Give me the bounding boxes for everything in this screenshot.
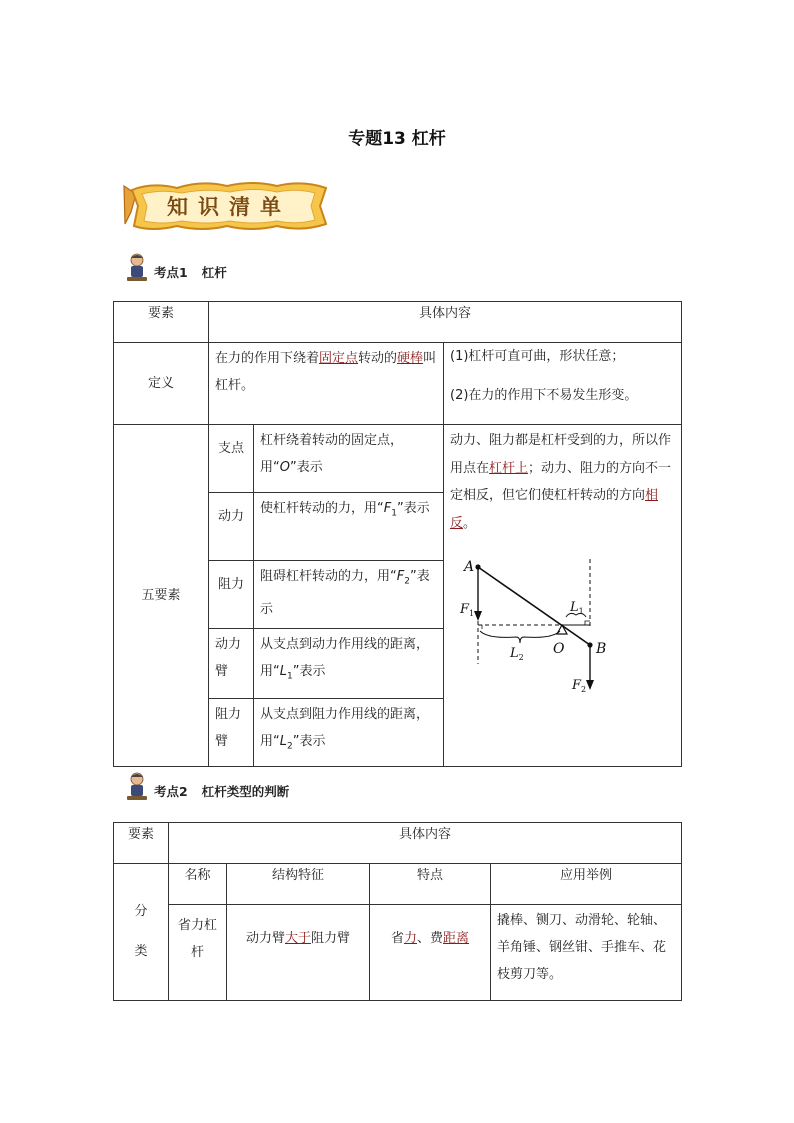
col-feature: 特点	[370, 864, 491, 905]
row-feature: 省力、费距离	[370, 905, 491, 1001]
five-elements-note: 动力、阻力都是杠杆受到的力，所以作用点在杠杆上；动力、阻力的方向不一定相反，但它们使杠杆转动的方向相反。	[450, 433, 672, 531]
knowledge-banner	[122, 180, 332, 238]
label-F2: $F_2$	[572, 678, 587, 694]
element-name-effort: 动力	[209, 493, 254, 561]
row-name: 省力杠杆	[169, 905, 227, 1001]
element-name-resistance: 阻力	[209, 561, 254, 629]
kp1-heading	[126, 253, 227, 283]
kp1-name: 杠杆	[201, 265, 227, 280]
element-desc-fulcrum: 杠杆绕着转动的固定点，用“O”表示	[254, 425, 444, 493]
definition-note-1: (1)杠杆可直可曲，形状任意；	[450, 349, 625, 364]
teacher-icon	[126, 772, 148, 802]
label-B: B	[596, 641, 607, 657]
five-elements-label: 五要素	[114, 425, 209, 767]
teacher-icon	[126, 253, 148, 283]
col-structure: 结构特征	[227, 864, 370, 905]
lever-type-table	[113, 822, 682, 1001]
lever-diagram	[458, 549, 658, 699]
label-A: A	[464, 559, 475, 575]
rigid-bar-highlight: 硬棒	[397, 351, 424, 366]
greater-than-highlight: 大于	[284, 931, 311, 946]
banner-text: 知识清单	[167, 194, 291, 219]
five-elements-note-cell	[444, 425, 682, 767]
element-name-resistance-arm: 阻力臂	[209, 699, 254, 767]
element-desc-effort-arm: 从支点到动力作用线的距离，用“$L_1$”表示	[254, 629, 444, 699]
fixed-point-highlight: 固定点	[319, 351, 359, 366]
element-name-effort-arm: 动力臂	[209, 629, 254, 699]
page-title: 专题13 杠杆	[348, 129, 446, 149]
col-examples: 应用举例	[491, 864, 682, 905]
element-desc-resistance: 阻碍杠杆转动的力，用“$F_2$”表示	[254, 561, 444, 629]
table2-header-content: 具体内容	[169, 823, 682, 864]
label-O: O	[553, 641, 565, 657]
label-F1: $F_1$	[460, 602, 475, 618]
on-lever-highlight: 杠杆上	[489, 460, 529, 476]
col-name: 名称	[169, 864, 227, 905]
kp2-heading	[126, 772, 289, 802]
label-L2: $L_2$	[510, 646, 524, 662]
element-desc-resistance-arm: 从支点到阻力作用线的距离，用“$L_2$”表示	[254, 699, 444, 767]
opposite-highlight: 相反	[450, 488, 659, 531]
force-highlight: 力	[403, 931, 417, 946]
definition-note-2: (2)在力的作用下不易发生形变。	[450, 388, 638, 403]
distance-highlight: 距离	[443, 931, 470, 946]
row-examples: 撬棒、铡刀、动滑轮、轮轴、羊角锤、钢丝钳、手推车、花枝剪刀等。	[491, 905, 682, 1001]
kp2-name: 杠杆类型的判断	[201, 784, 290, 799]
definition-label: 定义	[114, 343, 209, 425]
element-name-fulcrum: 支点	[209, 425, 254, 493]
table1-header-element: 要素	[114, 302, 209, 343]
label-L1: $L_1$	[570, 600, 584, 616]
kp1-label: 考点1	[154, 265, 188, 280]
kp2-label: 考点2	[154, 784, 188, 799]
lever-table	[113, 301, 682, 767]
table1-header-content: 具体内容	[209, 302, 682, 343]
definition-notes	[444, 343, 682, 425]
definition-text: 在力的作用下绕着固定点转动的硬棒叫杠杆。	[209, 343, 444, 425]
classification-label: 分 类	[114, 864, 169, 1001]
row-structure: 动力臂大于阻力臂	[227, 905, 370, 1001]
element-desc-effort: 使杠杆转动的力，用“$F_1$”表示	[254, 493, 444, 561]
table2-header-element: 要素	[114, 823, 169, 864]
